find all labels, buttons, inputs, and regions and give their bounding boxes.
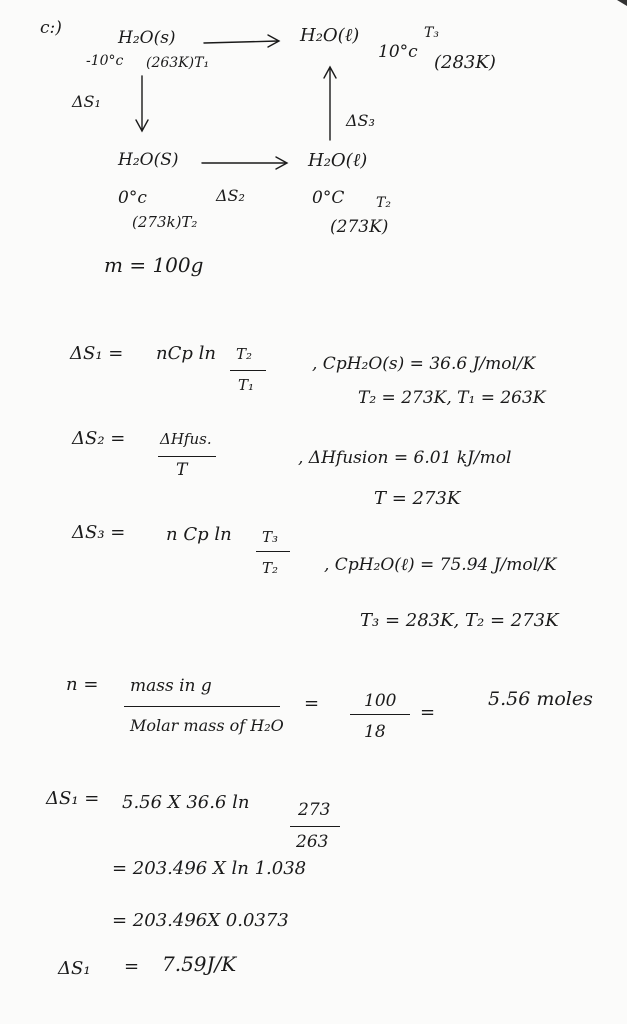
top-process-arrow bbox=[204, 41, 278, 43]
calc-final-lhs: ΔS₁ bbox=[58, 958, 91, 979]
ds1-rhs-prefix: nCp ln bbox=[156, 343, 216, 364]
top-right-kelvin: (283K) bbox=[434, 52, 496, 73]
moles-fraction-bar bbox=[124, 706, 280, 707]
moles-numerator: mass in g bbox=[130, 676, 212, 696]
bottom-right-t-symbol: T₂ bbox=[376, 195, 391, 211]
bottom-right-kelvin: (273K) bbox=[330, 217, 389, 237]
calc-line1-fraction-bar bbox=[290, 826, 340, 827]
ds2-note-temp: T = 273K bbox=[374, 488, 461, 509]
right-arrow-label: ΔS₃ bbox=[346, 111, 375, 130]
ds3-numerator: T₃ bbox=[262, 528, 279, 546]
top-right-formula: H₂O(ℓ) bbox=[300, 25, 360, 46]
top-right-temp: 10°c bbox=[378, 42, 418, 62]
moles-equals-2: = bbox=[420, 702, 436, 723]
left-arrow-label: ΔS₁ bbox=[72, 92, 101, 111]
middle-arrow-label: ΔS₂ bbox=[216, 186, 245, 205]
bottom-right-formula: H₂O(ℓ) bbox=[308, 150, 368, 171]
ds2-denominator: T bbox=[176, 460, 188, 480]
moles-lhs: n = bbox=[66, 674, 99, 695]
calc-lhs: ΔS₁ = bbox=[46, 788, 100, 809]
part-label: c:) bbox=[40, 18, 62, 38]
mass-given: m = 100g bbox=[104, 253, 204, 277]
bottom-left-formula: H₂O(S) bbox=[118, 150, 179, 170]
top-left-formula: H₂O(s) bbox=[118, 28, 176, 48]
ds1-note-cp: , CpH₂O(s) = 36.6 J/mol/K bbox=[312, 354, 536, 374]
calc-final-equals: = bbox=[124, 956, 140, 977]
ds2-numerator: ΔHfus. bbox=[160, 430, 212, 448]
top-left-temp: -10°c bbox=[86, 53, 124, 69]
ds3-note-temps: T₃ = 283K, T₂ = 273K bbox=[360, 610, 559, 631]
calc-line1: 5.56 X 36.6 ln bbox=[122, 792, 250, 813]
ds1-fraction-bar bbox=[230, 370, 266, 371]
ds3-rhs-prefix: n Cp ln bbox=[166, 524, 232, 545]
ds2-note-hfusion: , ΔHfusion = 6.01 kJ/mol bbox=[298, 448, 512, 468]
ds3-lhs: ΔS₃ = bbox=[72, 522, 126, 543]
bottom-left-kelvin: (273k)T₂ bbox=[132, 213, 198, 231]
moles-equals-1: = bbox=[304, 693, 320, 714]
ds2-lhs: ΔS₂ = bbox=[72, 428, 126, 449]
top-right-t-symbol: T₃ bbox=[424, 25, 439, 41]
ds3-denominator: T₂ bbox=[262, 559, 279, 577]
ds1-note-temps: T₂ = 273K, T₁ = 263K bbox=[358, 388, 546, 408]
moles-numerator-value: 100 bbox=[364, 691, 397, 711]
calc-line1-denominator: 263 bbox=[296, 832, 329, 852]
ds3-fraction-bar bbox=[256, 551, 290, 552]
calc-final-result: 7.59J/K bbox=[162, 952, 237, 976]
top-left-kelvin: (263K)T₁ bbox=[146, 55, 210, 71]
moles-value-fraction-bar bbox=[350, 714, 410, 715]
moles-denominator: Molar mass of H₂O bbox=[130, 716, 284, 735]
ds1-denominator: T₁ bbox=[238, 376, 255, 394]
ds1-lhs: ΔS₁ = bbox=[70, 343, 124, 364]
calc-line1-numerator: 273 bbox=[298, 800, 331, 820]
moles-result: 5.56 moles bbox=[488, 688, 593, 710]
bottom-right-temp: 0°C bbox=[312, 188, 345, 208]
calc-line2: = 203.496 X ln 1.038 bbox=[112, 858, 307, 879]
ds2-fraction-bar bbox=[158, 456, 216, 457]
moles-denominator-value: 18 bbox=[364, 722, 386, 742]
calc-line3: = 203.496X 0.0373 bbox=[112, 910, 289, 931]
ds1-numerator: T₂ bbox=[236, 345, 253, 363]
bottom-left-temp: 0°c bbox=[118, 188, 147, 208]
ds3-note-cp: , CpH₂O(ℓ) = 75.94 J/mol/K bbox=[324, 555, 557, 575]
